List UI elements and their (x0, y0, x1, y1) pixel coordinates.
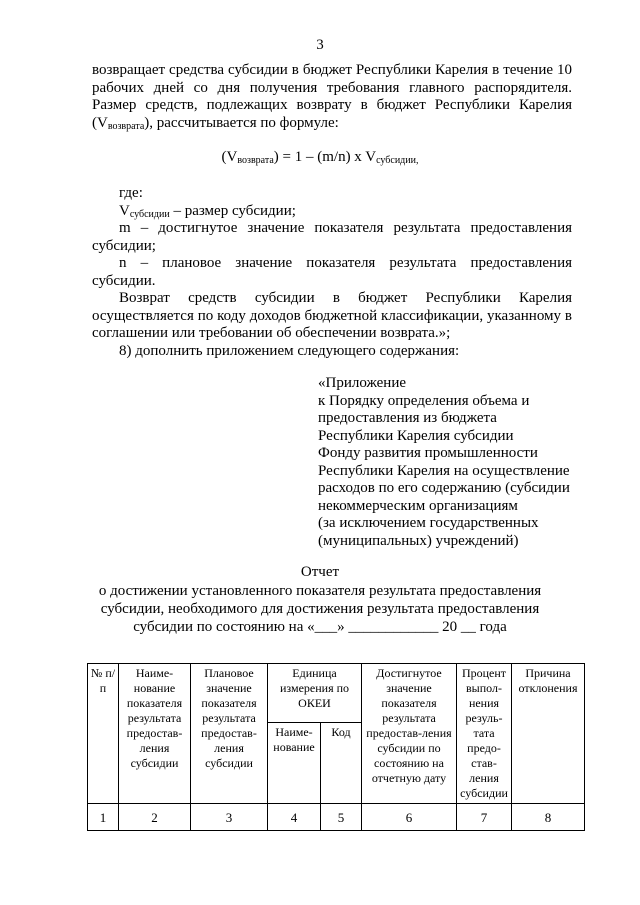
formula (0, 149, 640, 166)
definition-m: m – достигнутое значение показателя результата предоставления субсидии; (92, 220, 572, 254)
subscript: возврата (237, 155, 274, 166)
paragraph-text: возвращает средства субсидии в бюджет Республики Карелия в течение 10 рабочих дней со дня получения требования главного распорядителя. Размер средств, подлежащих возврату в бюджет Республики Карелия (92, 62, 572, 113)
appendix-line: к Порядку определения объема и (318, 392, 530, 409)
definition-n: n – плановое значение показателя результата предоставления субсидии. (92, 255, 572, 289)
item-8: 8) дополнить приложением следующего содержания: (119, 343, 460, 359)
header-percent: Процент выпол-нения резуль-тата предо-став-ления субсидии (457, 664, 512, 804)
report-table (87, 663, 585, 831)
header-unit-name: Наиме-нование (268, 723, 321, 804)
formula-ref: (V (92, 114, 108, 131)
header-planned-value: Плановое значение показателя результата предостав-ления субсидии (191, 664, 268, 804)
column-number: 6 (362, 804, 457, 831)
appendix-line: некоммерческим организациям (318, 497, 518, 514)
return-paragraph: Возврат средств субсидии в бюджет Республики Карелия осуществляется по коду доходов бюджетной классификации, указанному в соглашении или требовании об обеспечении возврата.»; (92, 290, 572, 341)
column-number: 1 (88, 804, 119, 831)
report-subtitle-line: о достижении установленного показателя результата предоставления (98, 583, 542, 599)
appendix-line: Республики Карелия на осуществление (318, 462, 570, 479)
definition-text: – размер субсидии; (169, 203, 296, 219)
appendix-block (318, 375, 588, 550)
column-number: 2 (119, 804, 191, 831)
column-number: 8 (512, 804, 585, 831)
formula-part: ) = 1 – (m/n) x V (273, 149, 377, 165)
column-number: 5 (321, 804, 362, 831)
subscript: субсидии (129, 209, 170, 220)
appendix-line: (за исключением государственных (318, 515, 539, 531)
header-indicator-name: Наиме-нование показателя результата предостав-ления субсидии (119, 664, 191, 804)
column-number: 7 (457, 804, 512, 831)
variable: V (119, 203, 130, 219)
appendix-line: (муниципальных) учреждений) (318, 532, 519, 549)
appendix-line: расходов по его содержанию (субсидии (318, 480, 570, 496)
subscript: субсидии, (376, 155, 419, 166)
appendix-line: Фонду развития промышленности (318, 445, 538, 461)
where-label: где: (119, 185, 143, 201)
header-achieved-value: Достигнутое значение показателя результата предостав-ления субсидии по состоянию на отчетную дату (362, 664, 457, 804)
report-subtitle-line: субсидии, необходимого для достижения результата предоставления (100, 601, 540, 617)
paragraph-return (92, 62, 572, 135)
column-number: 4 (268, 804, 321, 831)
formula-part: (V (221, 149, 238, 165)
appendix-line: «Приложение (318, 375, 407, 391)
report-subtitle-line: субсидии по состоянию на «___» ____________ 20 __ года (133, 619, 507, 635)
appendix-line: Республики Карелия субсидии (318, 427, 514, 444)
column-number: 3 (191, 804, 268, 831)
header-unit-code: Код (321, 723, 362, 804)
header-unit: Единица измерения по ОКЕИ (268, 664, 362, 723)
page-number: 3 (316, 37, 324, 53)
appendix-line: предоставления из бюджета (318, 410, 497, 426)
subscript: возврата (107, 120, 145, 132)
header-reason: Причина отклонения (512, 664, 585, 804)
report-title: Отчет (300, 564, 340, 580)
paragraph-text: ), рассчитывается по формуле: (144, 114, 339, 131)
header-no: № п/п (88, 664, 119, 804)
